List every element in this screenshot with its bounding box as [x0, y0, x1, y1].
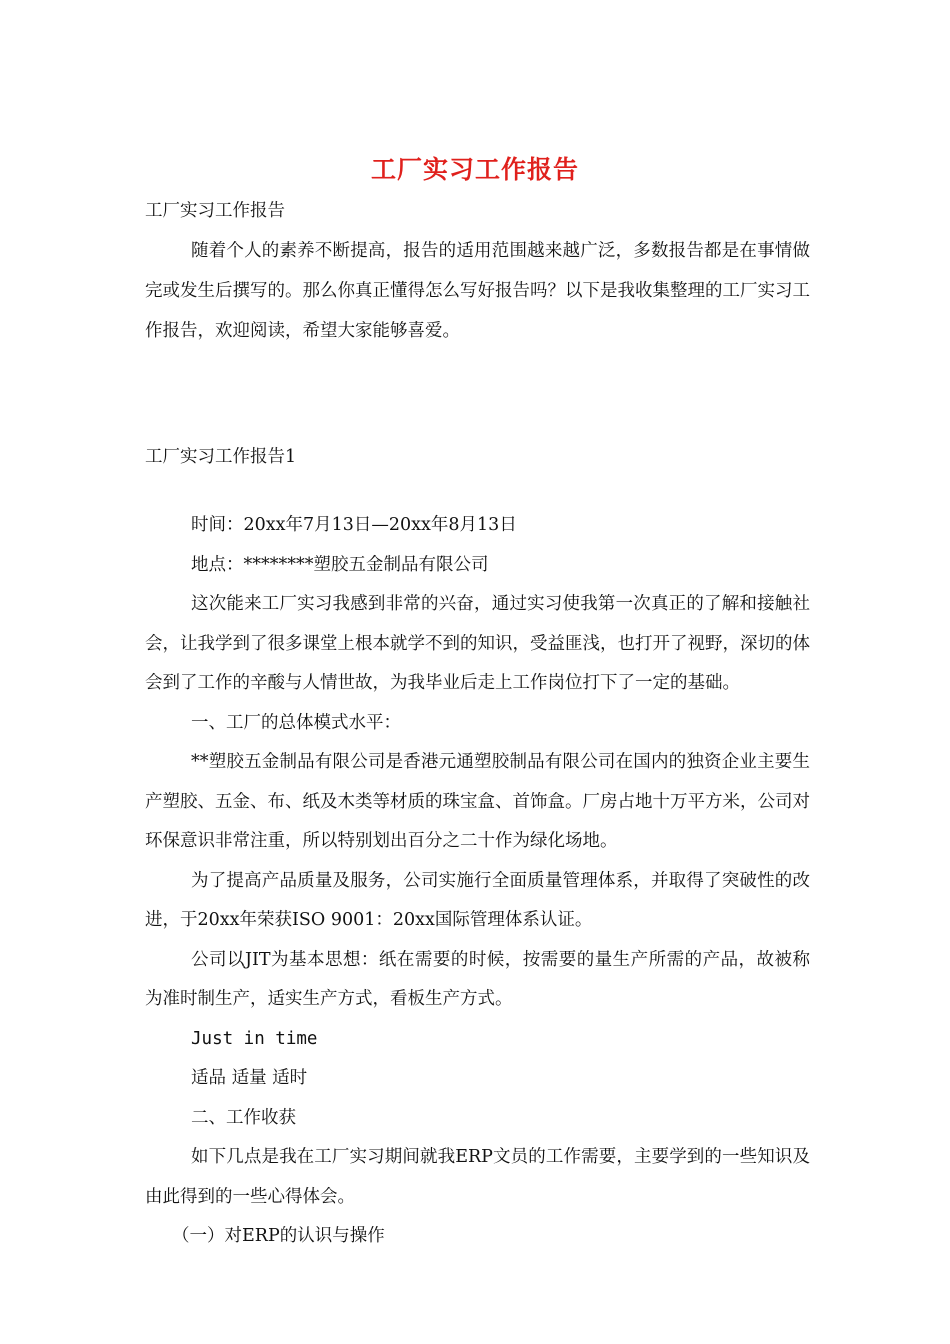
report-body [145, 506, 810, 1257]
section-heading: 工厂实习工作报告1 [145, 447, 297, 467]
jit-chinese: 适品 适量 适时 [191, 1068, 308, 1088]
jit-english: Just in time [191, 1028, 318, 1049]
paragraph-gains: 如下几点是我在工厂实习期间就我ERP文员的工作需要，主要学到的一些知识及由此得到的一些心得体会。 [145, 1147, 810, 1207]
document-title: 工厂实习工作报告 [370, 155, 579, 184]
intro-paragraph: 随着个人的素养不断提高，报告的适用范围越来越广泛，多数报告都是在事情做完或发生后撰写的。那么你真正懂得怎么写好报告吗？以下是我收集整理的工厂实习工作报告，欢迎阅读，希望大家能够喜爱。 [145, 241, 810, 341]
paragraph-company: **塑胶五金制品有限公司是香港元通塑胶制品有限公司在国内的独资企业主要生产塑胶、五金、布、纸及木类等材质的珠宝盒、首饰盒。厂房占地十万平方米，公司对环保意识非常注重，所以特别划出百分之二十作为绿化场地。 [145, 752, 810, 851]
time-line: 时间：20xx年7月13日—20xx年8月13日 [191, 515, 517, 535]
paragraph-jit: 公司以JIT为基本思想：纸在需要的时候，按需要的量生产所需的产品，故被称为准时制生产，适实生产方式，看板生产方式。 [145, 949, 810, 1009]
intro-heading: 工厂实习工作报告 [145, 201, 285, 221]
sub-heading-one: （一）对ERP的认识与操作 [172, 1226, 385, 1246]
intro-block [145, 191, 810, 351]
paragraph-quality: 为了提高产品质量及服务，公司实施行全面质量管理体系，并取得了突破性的改进，于20xx年荣获ISO 9001：20xx国际管理体系认证。 [145, 870, 810, 930]
paragraph-feeling: 这次能来工厂实习我感到非常的兴奋，通过实习使我第一次真正的了解和接触社会，让我学到了很多课堂上根本就学不到的知识，受益匪浅，也打开了视野，深切的体会到了工作的辛酸与人情世故，为我毕业后走上工作岗位打下了一定的基础。 [145, 594, 810, 693]
section-heading-block [145, 438, 810, 478]
heading-two: 二、工作收获 [191, 1107, 296, 1128]
place-line: 地点：********塑胶五金制品有限公司 [191, 554, 489, 575]
heading-one: 一、工厂的总体模式水平： [191, 712, 401, 733]
